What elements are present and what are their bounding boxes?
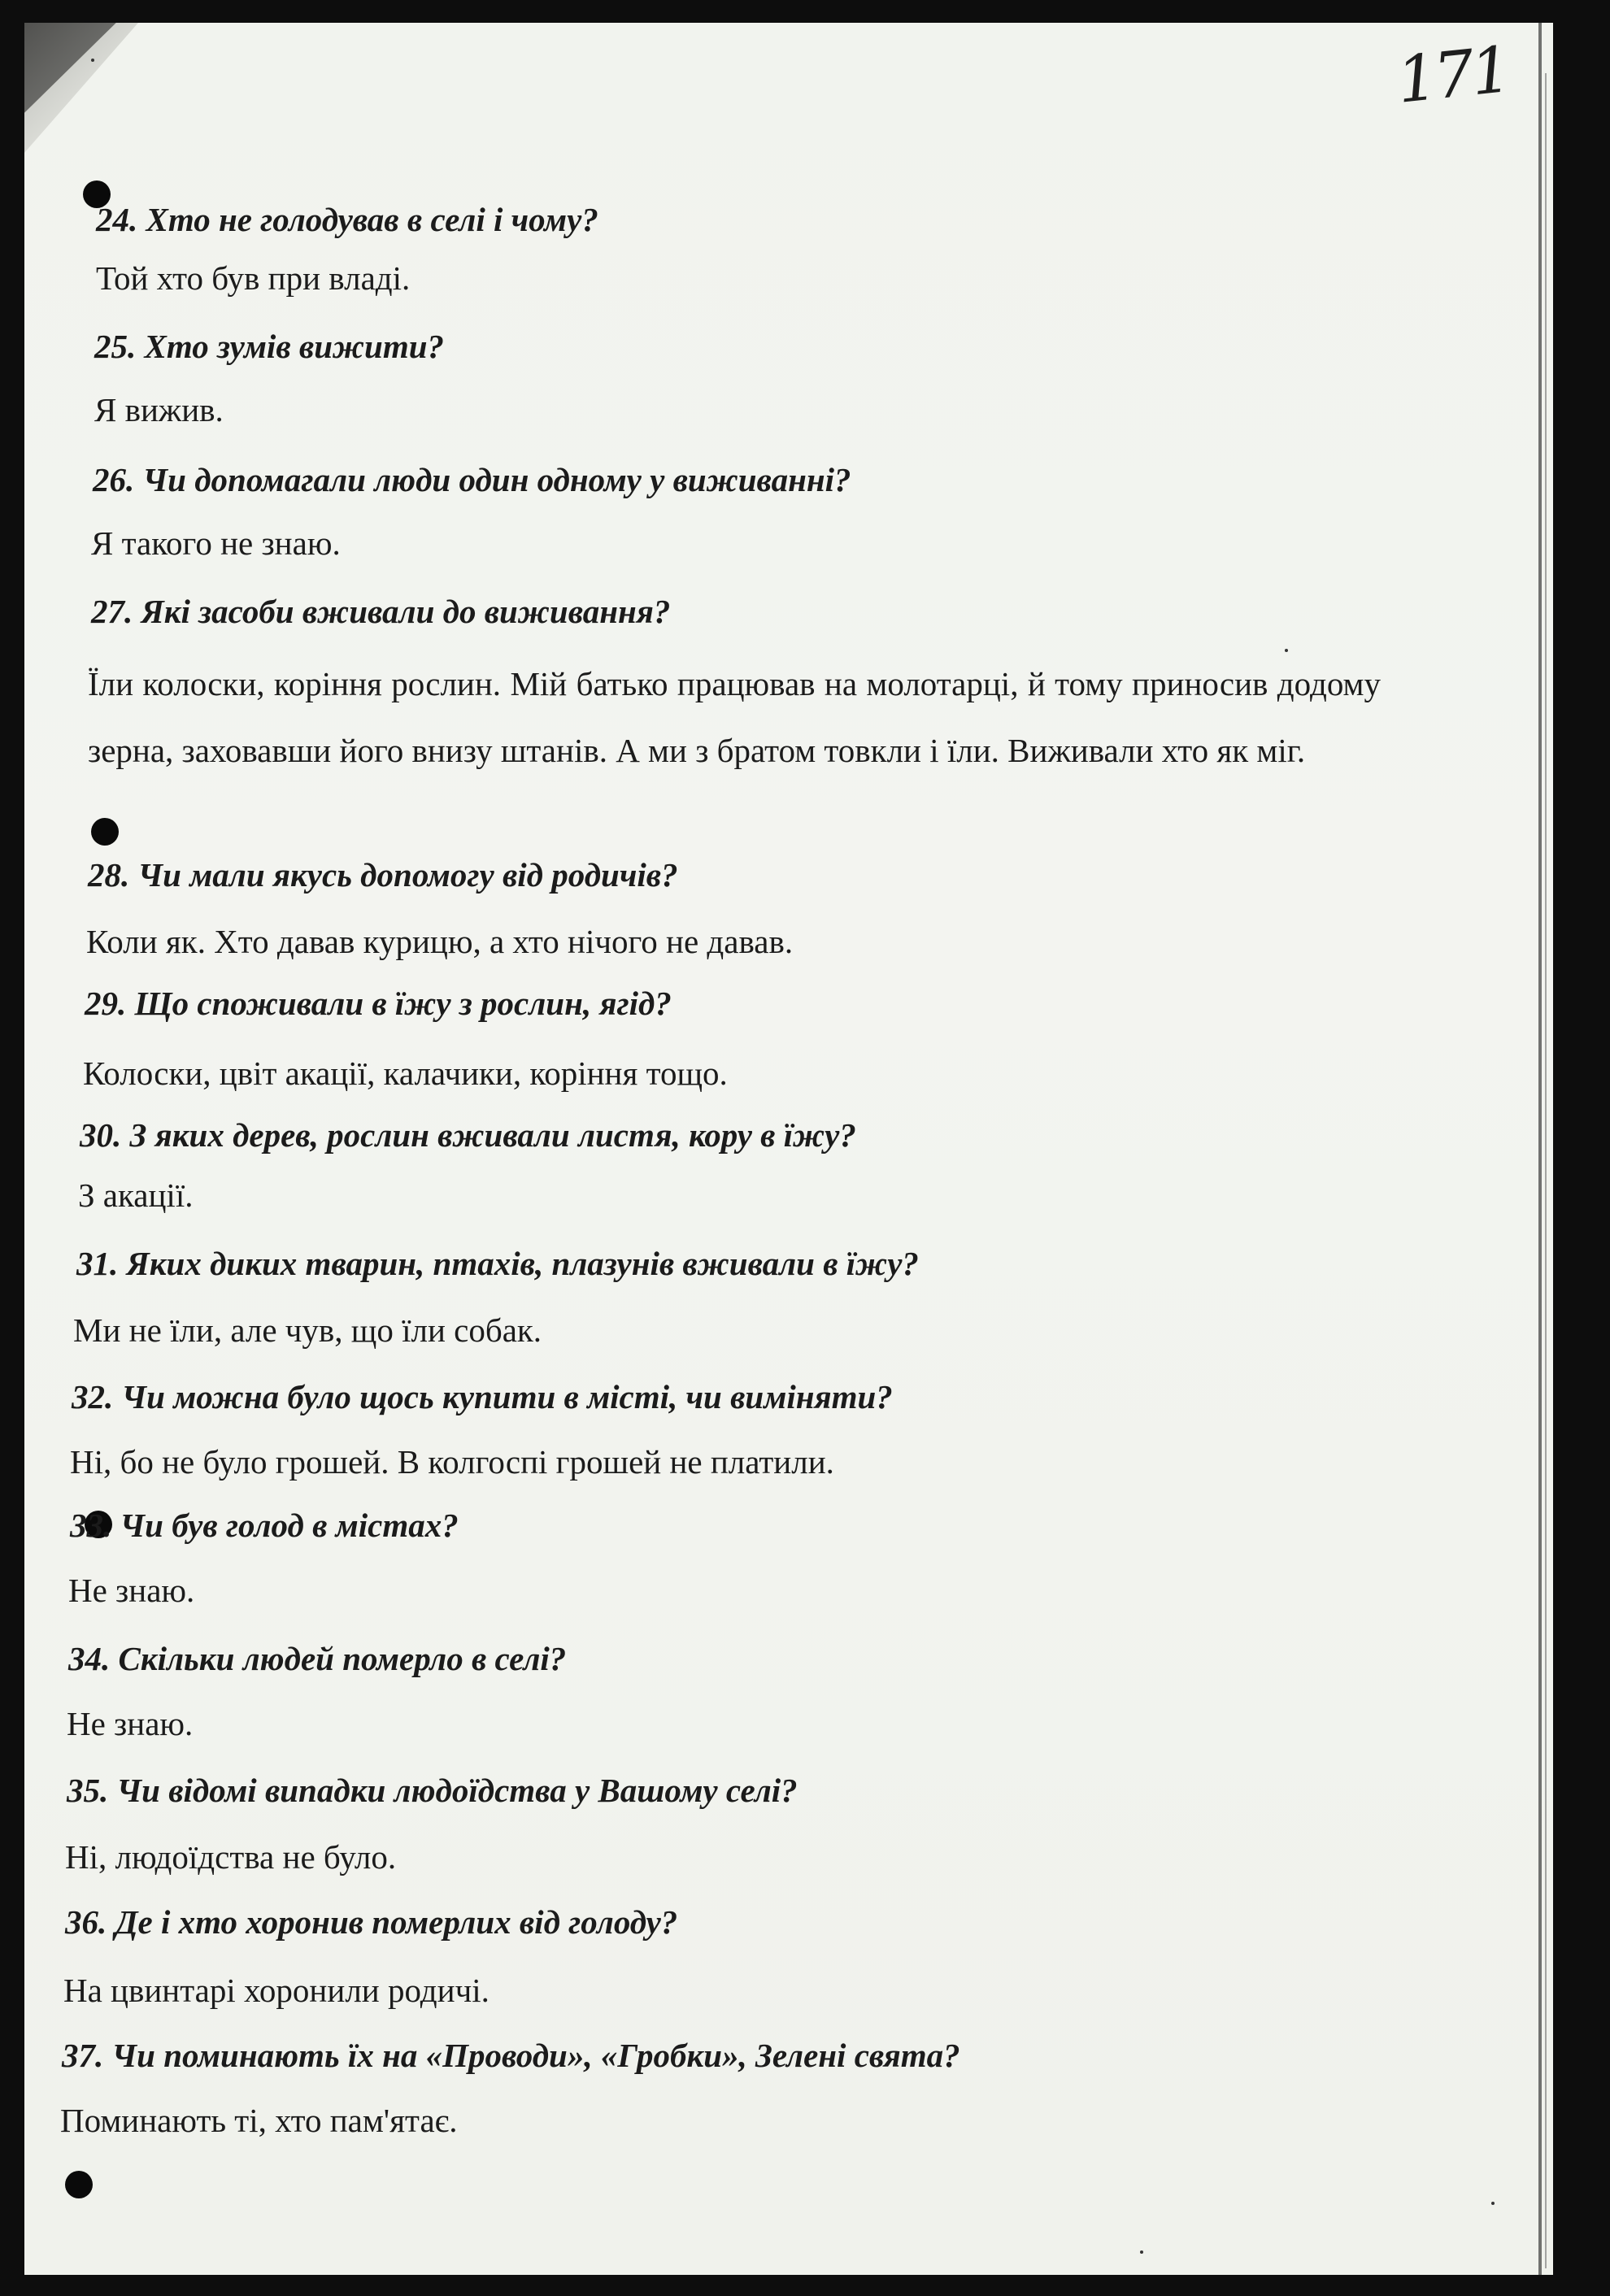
answer-31: Ми не їли, але чув, що їли собак. [73, 1311, 542, 1349]
handwritten-page-number: 171 [1393, 33, 1512, 118]
question-30: 30. З яких дерев, рослин вживали листя, кору в їжу? [80, 1116, 856, 1154]
answer-27: Їли колоски, коріння рослин. Мій батько працював на молотарці, й тому приносив додому зерна, заховавши його внизу штанів. А ми з братом товкли і їли. Виживали хто як міг. [88, 665, 1381, 769]
question-35: 35. Чи відомі випадки людоїдства у Вашому селі? [67, 1772, 798, 1809]
question-25: 25. Хто зумів вижити? [94, 328, 445, 365]
answer-28: Коли як. Хто давав курицю, а хто нічого не давав. [86, 923, 794, 960]
question-29: 29. Що споживали в їжу з рослин, ягід? [85, 985, 672, 1022]
answer-24: Той хто був при владі. [96, 259, 411, 297]
answer-30: З акації. [78, 1176, 194, 1214]
question-33: 33. Чи був голод в містах? [70, 1507, 459, 1544]
answer-26: Я такого не знаю. [91, 524, 341, 562]
answer-33: Не знаю. [68, 1572, 195, 1609]
question-26: 26. Чи допомагали люди один одному у виживанні? [93, 461, 851, 498]
answer-25: Я вижив. [94, 391, 224, 428]
answer-37: Поминають ті, хто пам'ятає. [60, 2102, 458, 2139]
question-31: 31. Яких диких тварин, птахів, плазунів вживали в їжу? [76, 1245, 919, 1282]
question-37: 37. Чи поминають їх на «Проводи», «Гробки», Зелені свята? [62, 2037, 960, 2074]
question-34: 34. Скільки людей померло в селі? [68, 1640, 567, 1677]
answer-32: Ні, бо не було грошей. В колгоспі грошей не платили. [70, 1443, 834, 1481]
question-36: 36. Де і хто хоронив померлих від голоду? [65, 1903, 678, 1941]
question-27: 27. Які засоби вживали до виживання? [91, 593, 671, 630]
question-32: 32. Чи можна було щось купити в місті, чи виміняти? [72, 1378, 893, 1415]
question-28: 28. Чи мали якусь допомогу від родичів? [88, 856, 678, 894]
answer-34: Не знаю. [67, 1705, 194, 1742]
answer-35: Ні, людоїдства не було. [65, 1838, 397, 1876]
answer-36: На цвинтарі хоронили родичі. [63, 1972, 490, 2009]
answer-29: Колоски, цвіт акації, калачики, коріння тощо. [83, 1055, 728, 1092]
question-24: 24. Хто не голодував в селі і чому? [96, 201, 598, 238]
